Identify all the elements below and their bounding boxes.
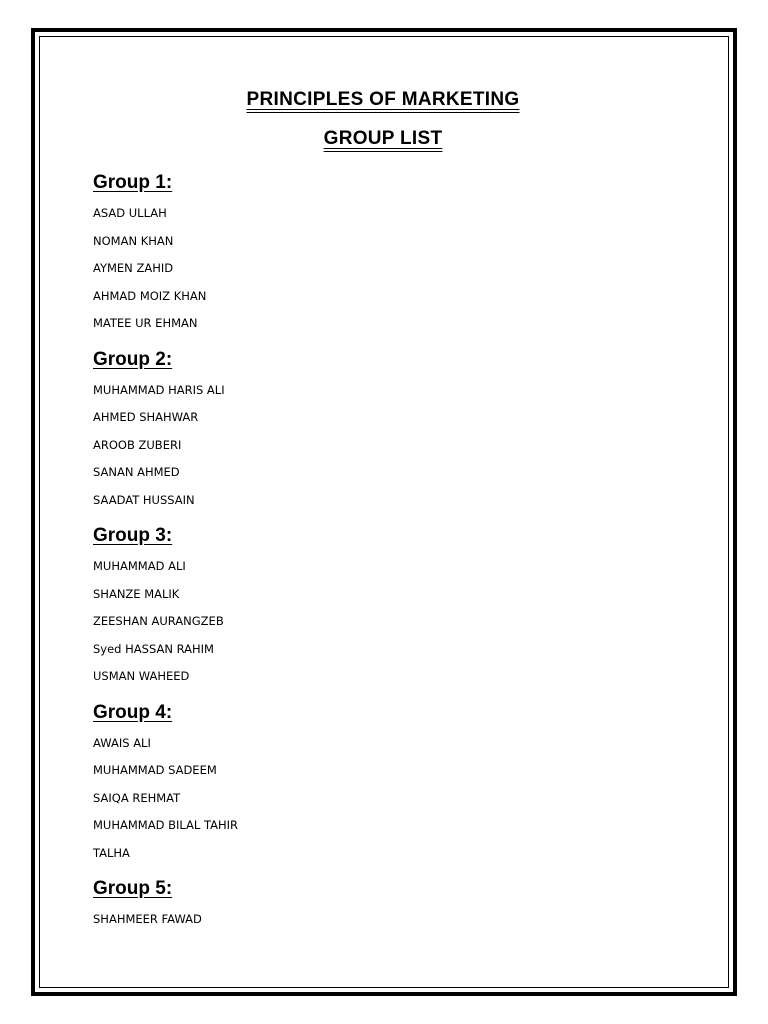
member-name: SAIQA REHMAT bbox=[93, 790, 181, 805]
document-title: PRINCIPLES OF MARKETING bbox=[246, 89, 520, 110]
member-name: TALHA bbox=[93, 845, 130, 860]
member-name: SHAHMEER FAWAD bbox=[93, 912, 202, 926]
group-heading: Group 5: bbox=[93, 878, 173, 899]
member-name: SANAN AHMED bbox=[93, 465, 180, 479]
member-name: Syed HASSAN RAHIM bbox=[93, 641, 214, 656]
member-name: AHMED SHAHWAR bbox=[93, 410, 199, 424]
member-name: AROOB ZUBERI bbox=[93, 437, 182, 452]
group-heading: Group 3: bbox=[93, 525, 173, 546]
group-5 bbox=[93, 873, 673, 936]
member-name: USMAN WAHEED bbox=[93, 669, 190, 683]
group-3 bbox=[93, 520, 673, 693]
document-subtitle: GROUP LIST bbox=[323, 128, 443, 149]
member-name: AYMEN ZAHID bbox=[93, 261, 174, 275]
group-heading: Group 2: bbox=[93, 348, 173, 370]
member-name: ZEESHAN AURANGZEB bbox=[93, 614, 224, 628]
member-name: MUHAMMAD BILAL TAHIR bbox=[93, 818, 238, 832]
group-heading: Group 4: bbox=[93, 701, 173, 723]
member-name: SHANZE MALIK bbox=[93, 586, 180, 601]
member-name: ASAD ULLAH bbox=[93, 206, 167, 220]
member-name: MATEE UR EHMAN bbox=[93, 316, 198, 330]
member-name: MUHAMMAD SADEEM bbox=[93, 763, 217, 777]
group-4 bbox=[93, 697, 673, 870]
group-heading: Group 1: bbox=[93, 172, 173, 193]
member-name: AWAIS ALI bbox=[93, 735, 151, 750]
member-name: MUHAMMAD HARIS ALI bbox=[93, 382, 225, 397]
group-2 bbox=[93, 344, 673, 517]
member-name: MUHAMMAD ALI bbox=[93, 559, 186, 573]
member-name: SAADAT HUSSAIN bbox=[93, 492, 195, 507]
member-name: AHMAD MOIZ KHAN bbox=[93, 288, 207, 303]
group-1 bbox=[93, 167, 673, 340]
document-body bbox=[93, 88, 673, 940]
member-name: NOMAN KHAN bbox=[93, 233, 174, 248]
